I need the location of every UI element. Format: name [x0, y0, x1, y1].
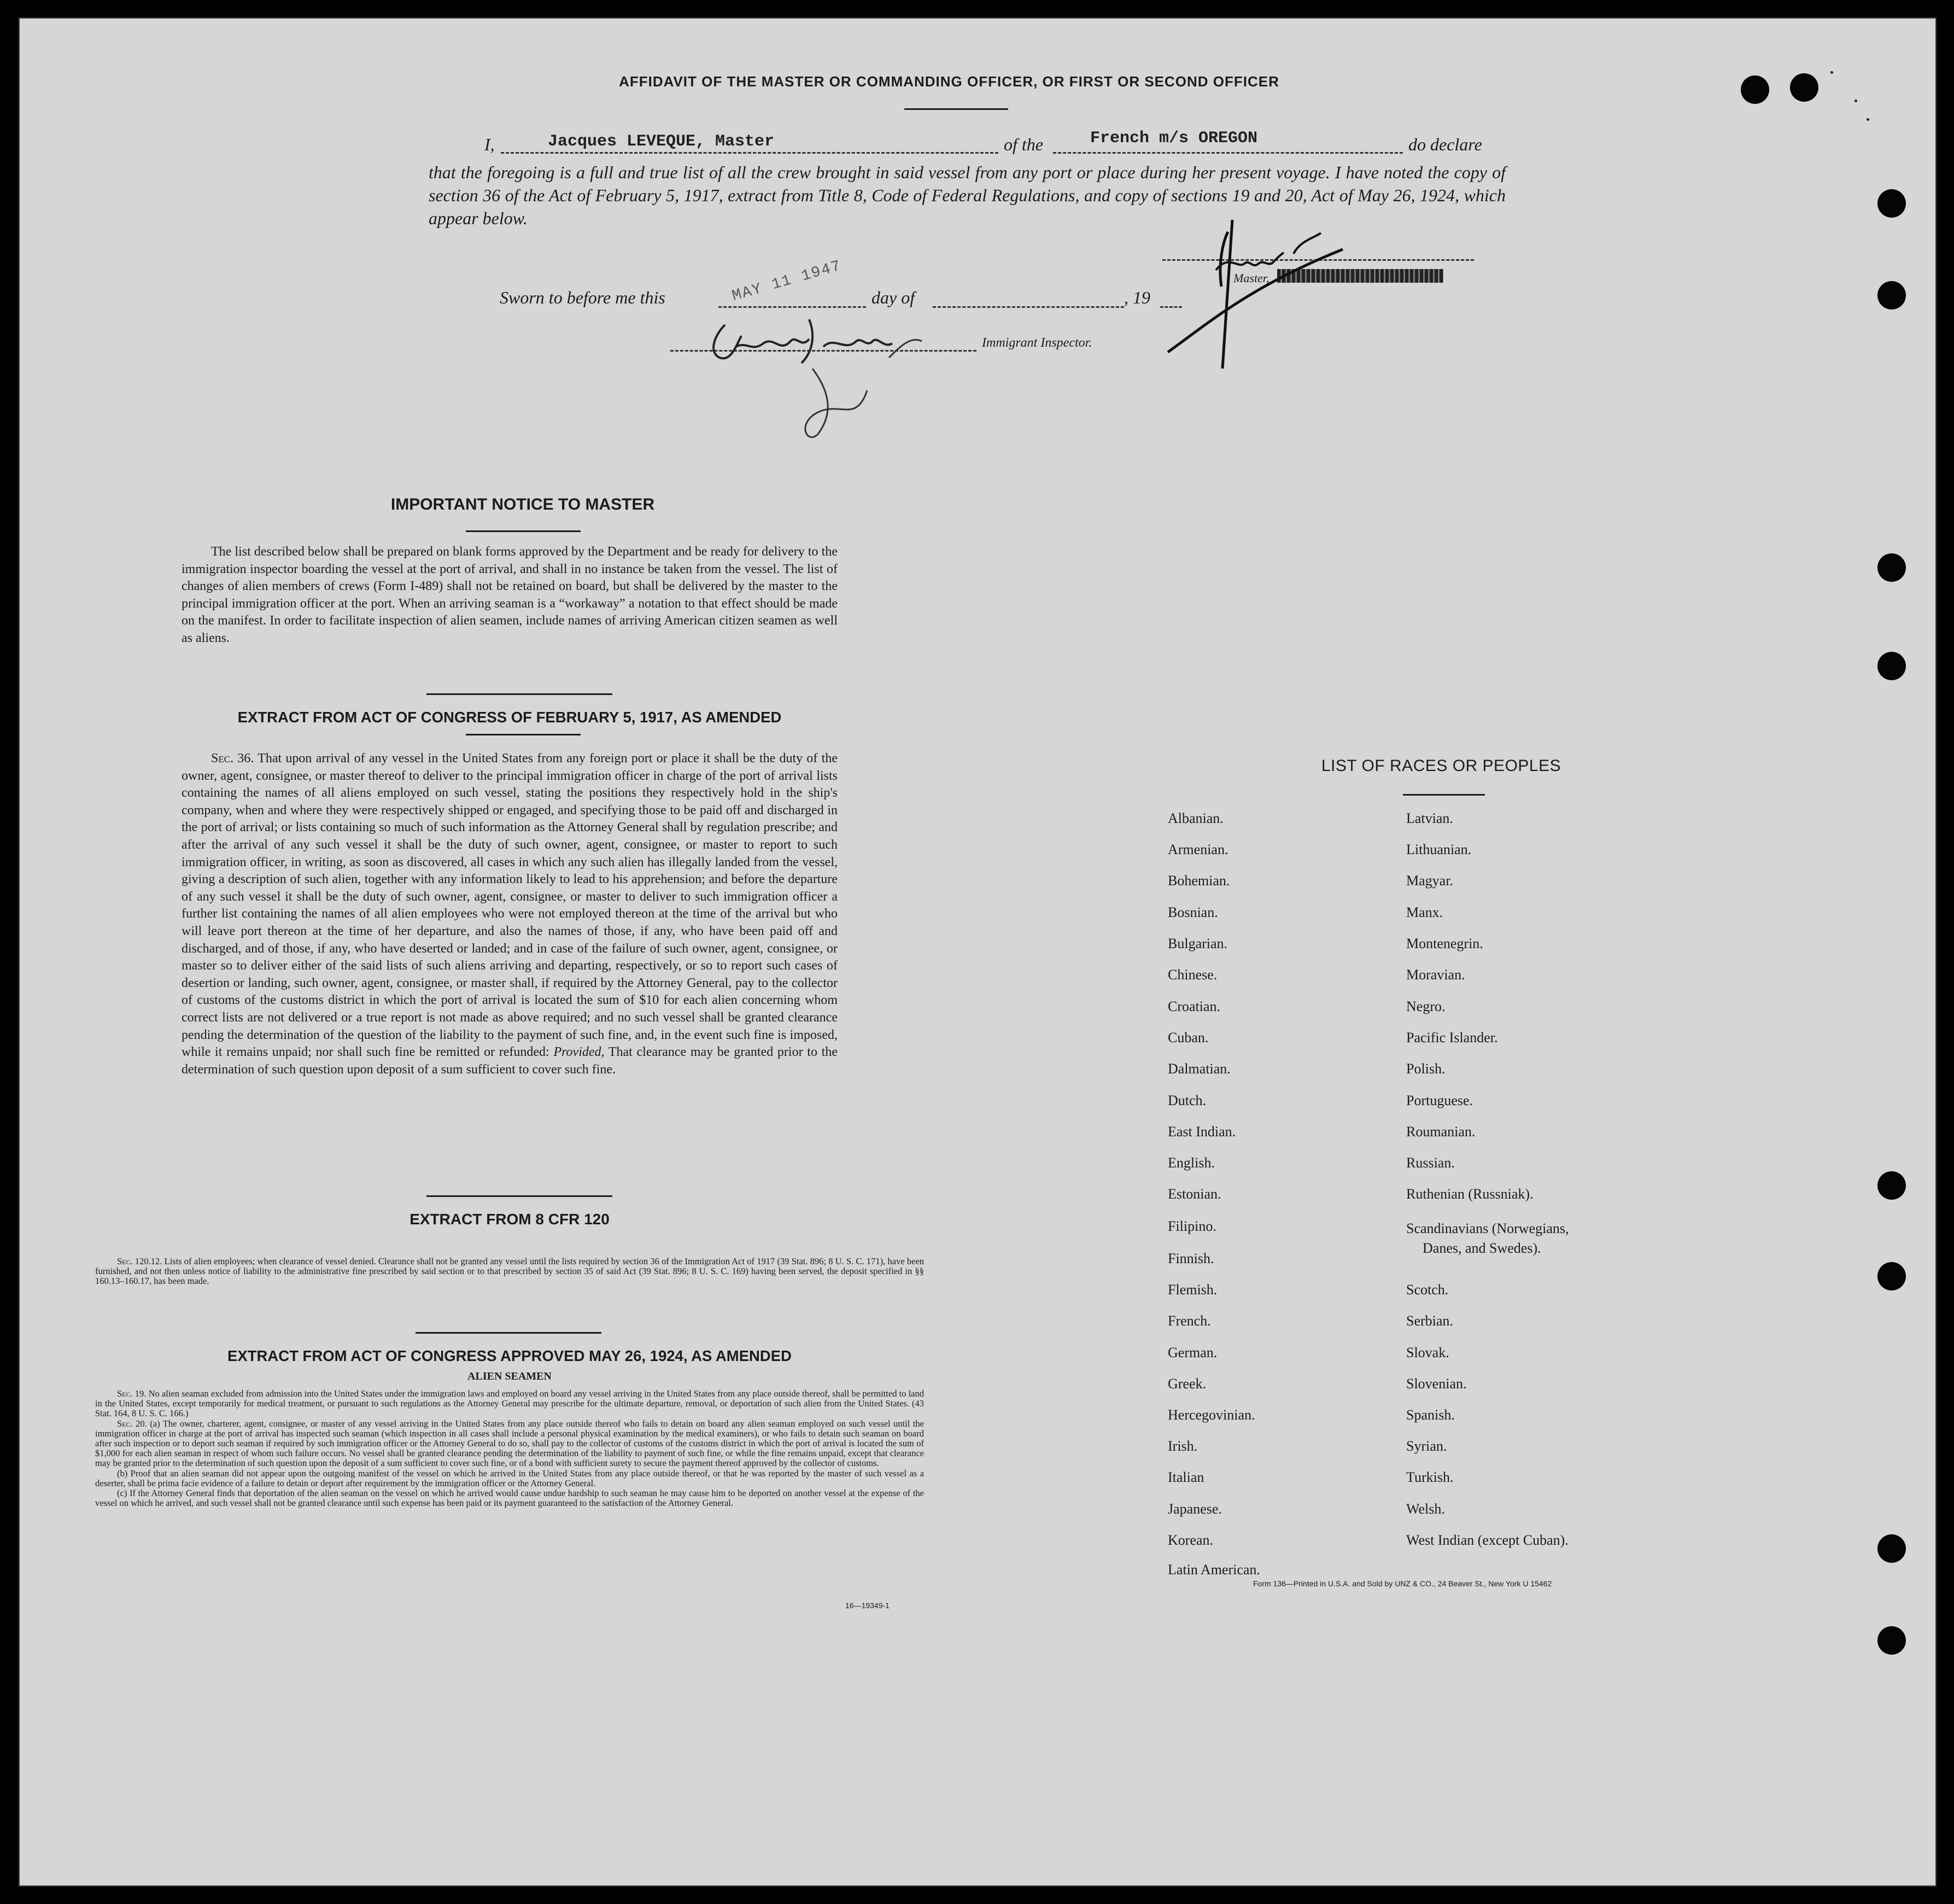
affidavit-declaration: that the foregoing is a full and true list of all the crew brought in said vessel from any port or place during her present voyage. I have noted the copy of section 36 of the Act of February 5, 1917, extract from Title 8, Code of Federal Regulations, and copy of sections 19 and 20, Act of May 26, 1924, which appear below. — [429, 162, 1506, 228]
sec-20c-body: (c) If the Attorney General finds that deportation of the alien seaman on the vessel on which he arrived would cause undue hardship to such seaman he may cause him to be deported on another vessel at the expense of the vessel on which he arrived, and such vessel shall not be granted clearance until such expense has been paid or its payment guaranteed to the satisfaction of the Attorney General. — [95, 1488, 924, 1509]
act-1924-subtitle: ALIEN SEAMEN — [467, 1370, 552, 1382]
race-item: Lithuanian. — [1406, 842, 1472, 857]
race-item: Scandinavians (Norwegians, — [1406, 1220, 1569, 1236]
race-item: Greek. — [1168, 1376, 1207, 1392]
race-item: Latvian. — [1406, 810, 1453, 826]
race-item: Chinese. — [1168, 967, 1218, 983]
race-item: Welsh. — [1406, 1501, 1445, 1517]
race-item: Armenian. — [1168, 842, 1228, 857]
race-item: Serbian. — [1406, 1313, 1453, 1329]
punch-hole — [1741, 75, 1769, 104]
race-item: Ruthenian (Russniak). — [1406, 1186, 1534, 1202]
act-1917-title-rule — [466, 734, 581, 735]
sec-19-label: Sec. 19. — [117, 1388, 147, 1399]
race-item: Bohemian. — [1168, 873, 1230, 889]
title-rule — [904, 108, 1008, 110]
race-item: Negro. — [1406, 998, 1446, 1014]
act-1924-sections — [95, 1389, 924, 1508]
race-item: Roumanian. — [1406, 1124, 1476, 1140]
race-item: English. — [1168, 1155, 1215, 1171]
section-divider — [426, 1195, 612, 1197]
race-item: Portuguese. — [1406, 1093, 1473, 1108]
races-title: LIST OF RACES OR PEOPLES — [1321, 757, 1561, 775]
do-declare-label: do declare — [1408, 135, 1482, 154]
received-date-stamp: MAY 11 1947 — [730, 258, 844, 305]
notice-title: IMPORTANT NOTICE TO MASTER — [390, 495, 655, 513]
punch-hole — [1877, 553, 1906, 582]
race-item: Japanese. — [1168, 1501, 1222, 1517]
act-1924-title: EXTRACT FROM ACT OF CONGRESS APPROVED MAY 26, 1924, AS AMENDED — [227, 1347, 792, 1364]
race-item: Danes, and Swedes). — [1423, 1240, 1541, 1256]
master-label: Master, — [1233, 271, 1269, 285]
notice-title-rule — [466, 530, 581, 532]
punch-hole — [1877, 1262, 1906, 1290]
race-item: Syrian. — [1406, 1438, 1447, 1454]
race-item: East Indian. — [1168, 1124, 1236, 1140]
race-item: French. — [1168, 1313, 1211, 1329]
race-item: Bosnian. — [1168, 904, 1218, 920]
cfr-body: Lists of alien employees; when clearance of vessel denied. Clearance shall not be granted any vessel until the lists required by section 36 of the Immigration Act of 1917 (39 Stat. 896; 8 U. S. C. 171), have been furnished, and not then unless notice of liability to the administrative fine prescribed by said section or to that prescribed by section 35 of said Act (39 Stat. 896; 8 U. S. C. 169) having been served, the deposit specified in §§ 160.13–160.17, has been made. — [95, 1256, 925, 1287]
races-title-rule — [1403, 794, 1485, 796]
race-item: Korean. — [1168, 1532, 1214, 1548]
of-the-label: of the — [1004, 135, 1043, 154]
vessel-typed: French m/s OREGON — [1090, 129, 1258, 148]
punch-hole — [1877, 189, 1906, 218]
race-item: Manx. — [1406, 904, 1443, 920]
sec-20b-body: (b) Proof that an alien seaman did not appear upon the outgoing manifest of the vessel on which he arrived in the United States from any place outside thereof, or that he was reported by the master of such vessel as a deserter, shall be prima facie evidence of a failure to detain or deport after requirement by the immigration officer or the Attorney General. — [95, 1468, 924, 1488]
notice-body: The list described below shall be prepared on blank forms approved by the Department and be ready for delivery to the immigration inspector boarding the vessel at the port of arrival, and shall in no instance be taken from the vessel. The list of changes of alien members of crews (Form I-489) shall not be retained on board, but shall be delivered by the master to the principal immigration officer at the port. When an arriving seaman is a “workaway” a notation to that effect should be made on the manifest. In order to facilitate inspection of alien seamen, include names of arriving American citizen seamen as well as aliens. — [182, 545, 838, 645]
race-item: Irish. — [1168, 1438, 1198, 1454]
punch-hole — [1877, 1534, 1906, 1563]
affidavit-title: AFFIDAVIT OF THE MASTER OR COMMANDING OFFICER, OR FIRST OR SECOND OFFICER — [619, 73, 1279, 90]
cfr-section — [95, 1257, 924, 1287]
act-1917-title: EXTRACT FROM ACT OF CONGRESS OF FEBRUARY 5, 1917, AS AMENDED — [237, 709, 782, 726]
race-item: Hercegovinian. — [1168, 1407, 1255, 1423]
master-signature — [1157, 210, 1359, 374]
race-item: Croatian. — [1168, 998, 1221, 1014]
race-item: Dalmatian. — [1168, 1061, 1231, 1077]
race-item: Magyar. — [1406, 873, 1453, 889]
race-item: Filipino. — [1168, 1218, 1216, 1234]
race-item: Turkish. — [1406, 1469, 1454, 1485]
race-item: Montenegrin. — [1406, 936, 1483, 951]
race-item: Polish. — [1406, 1061, 1446, 1077]
sworn-label: Sworn to before me this — [500, 288, 665, 307]
master-name-line — [501, 152, 998, 154]
race-item: Slovenian. — [1406, 1376, 1467, 1392]
race-item: German. — [1168, 1345, 1218, 1360]
race-item: Estonian. — [1168, 1186, 1221, 1202]
act-1917-section-36 — [182, 750, 838, 1078]
race-item: Moravian. — [1406, 967, 1465, 983]
race-item: Scotch. — [1406, 1282, 1449, 1298]
inspector-signature — [692, 303, 949, 456]
inspector-label: Immigrant Inspector. — [982, 336, 1092, 350]
act-1917-body-b: That clearance may be granted prior to the determination of such question upon deposit of a sum sufficient to cover such fine. — [182, 1045, 838, 1077]
punch-hole — [1790, 73, 1818, 102]
race-item: Pacific Islander. — [1406, 1030, 1498, 1046]
race-item: Italian — [1168, 1469, 1204, 1485]
punch-hole — [1877, 281, 1906, 309]
affidavit-i-label: I, — [484, 135, 495, 154]
race-item: Bulgarian. — [1168, 936, 1228, 951]
race-item: Spanish. — [1406, 1407, 1455, 1423]
dust-speck — [1867, 118, 1869, 121]
print-code: 16—19349-1 — [845, 1601, 890, 1610]
punch-hole — [1877, 1171, 1906, 1200]
sec-19-body: No alien seaman excluded from admission into the United States under the immigration laws and employed on board any vessel arriving in the United States from any place outside thereof, shall be permitted to land in the United States, except temporarily for medical treatment, or pursuant to such regulations as the Attorney General may prescribe for the ultimate departure, removal, or deportation of such alien from the United States. (43 Stat. 164, 8 U. S. C. 166.) — [95, 1388, 925, 1419]
cfr-title: EXTRACT FROM 8 CFR 120 — [409, 1211, 610, 1228]
section-divider — [416, 1332, 601, 1334]
act-1917-sec-label: Sec. 36. — [211, 751, 254, 766]
sec-20a-body: (a) The owner, charterer, agent, consignee, or master of any vessel arriving in the United States from any place outside thereof who fails to detain on board any alien seaman employed on such vessel until the immigration officer in charge at the port of arrival has inspected such seaman (which inspection in all cases shall include a personal physical examination by the medical examiners), or who fails to detain such seaman on board after such inspection or to deport such seaman if required by such immigration officer or the Attorney General to do so, shall pay to the collector of customs of the customs district in which the port of arrival is located the sum of $1,000 for each alien seaman in respect of whom such failure occurs. No vessel shall be granted clearance pending the determination of the liability to payment of such fine, or while the fine remains unpaid, except that clearance may be granted prior to the determination of such question upon the deposit of a sum sufficient to cover such fine, or of a bond with sufficient surety to secure the payment thereof approved by the collector of customs. — [95, 1418, 924, 1469]
day-of-label: day of — [871, 288, 915, 307]
race-item: Latin American. — [1168, 1562, 1260, 1578]
race-item: West Indian (except Cuban). — [1406, 1532, 1569, 1548]
punch-hole — [1877, 652, 1906, 680]
manifest-page — [19, 17, 1937, 1887]
act-1917-provided: Provided, — [553, 1045, 605, 1060]
form-imprint: Form 136—Printed in U.S.A. and Sold by UNZ & CO., 24 Beaver St., New York U 15462 — [1253, 1579, 1552, 1588]
race-item: Dutch. — [1168, 1093, 1207, 1108]
cfr-sec-label: Sec. 120.12. — [117, 1256, 162, 1266]
sec-20-label: Sec. 20. — [117, 1418, 147, 1429]
month-line — [933, 306, 1124, 308]
race-item: Finnish. — [1168, 1251, 1214, 1266]
punch-hole — [1877, 1626, 1906, 1655]
dust-speck — [1854, 100, 1857, 102]
race-item: Albanian. — [1168, 810, 1224, 826]
dust-speck — [1830, 71, 1833, 74]
year-prefix: , 19 — [1124, 288, 1150, 307]
race-item: Russian. — [1406, 1155, 1455, 1171]
vessel-line — [1053, 152, 1403, 154]
section-divider — [426, 693, 612, 695]
race-item: Cuban. — [1168, 1030, 1209, 1046]
race-item: Slovak. — [1406, 1345, 1449, 1360]
master-name-typed: Jacques LEVEQUE, Master — [548, 132, 775, 151]
act-1917-body-a: That upon arrival of any vessel in the United States from any foreign port or place it shall be the duty of the owner, agent, consignee, or master thereof to deliver to the principal immigration officer in charge of the port of arrival lists containing the names of all aliens employed on such vessel, stating the positions they respectively hold in the ship's company, when and where they were respectively shipped or engaged, and specifying those to be paid off and discharged in the port of arrival; or lists containing so much of such information as the Attorney General shall by regulation prescribe; and after the arrival of any such vessel it shall be the duty of such owner, agent, consignee, or master to report to such immigration officer, in writing, as soon as discovered, all cases in which any such alien has illegally landed from the vessel, giving a description of such alien, together with any information likely to lead to his apprehension; and before the departure of any such vessel it shall be the duty of such owner, agent, consignee, or master to deliver to such immigration officer a further list containing the names of all alien employees who were not employed thereon at the time of the arrival but who will leave port thereon at the time of her departure, and also the names of those, if any, who have been paid off and discharged, and of those, if any, who have deserted or landed; and in case of the failure of such owner, agent, consignee, or master so to deliver either of the said lists of such aliens arriving and departing, respectively, or so to report such cases of desertion or landing, such owner, agent, consignee, or master shall, if required by the Attorney General, pay to the collector of customs of the customs district in which the port of arrival is located the sum of $10 for each alien concerning whom correct lists are not delivered or a true report is not made as above required; and no such vessel shall be granted clearance pending the determination of the question of the liability to the payment of such fine, and, in the event such fine is imposed, while it remains unpaid; nor shall such fine be remitted or refunded: — [182, 751, 838, 1060]
race-item: Flemish. — [1168, 1282, 1218, 1298]
